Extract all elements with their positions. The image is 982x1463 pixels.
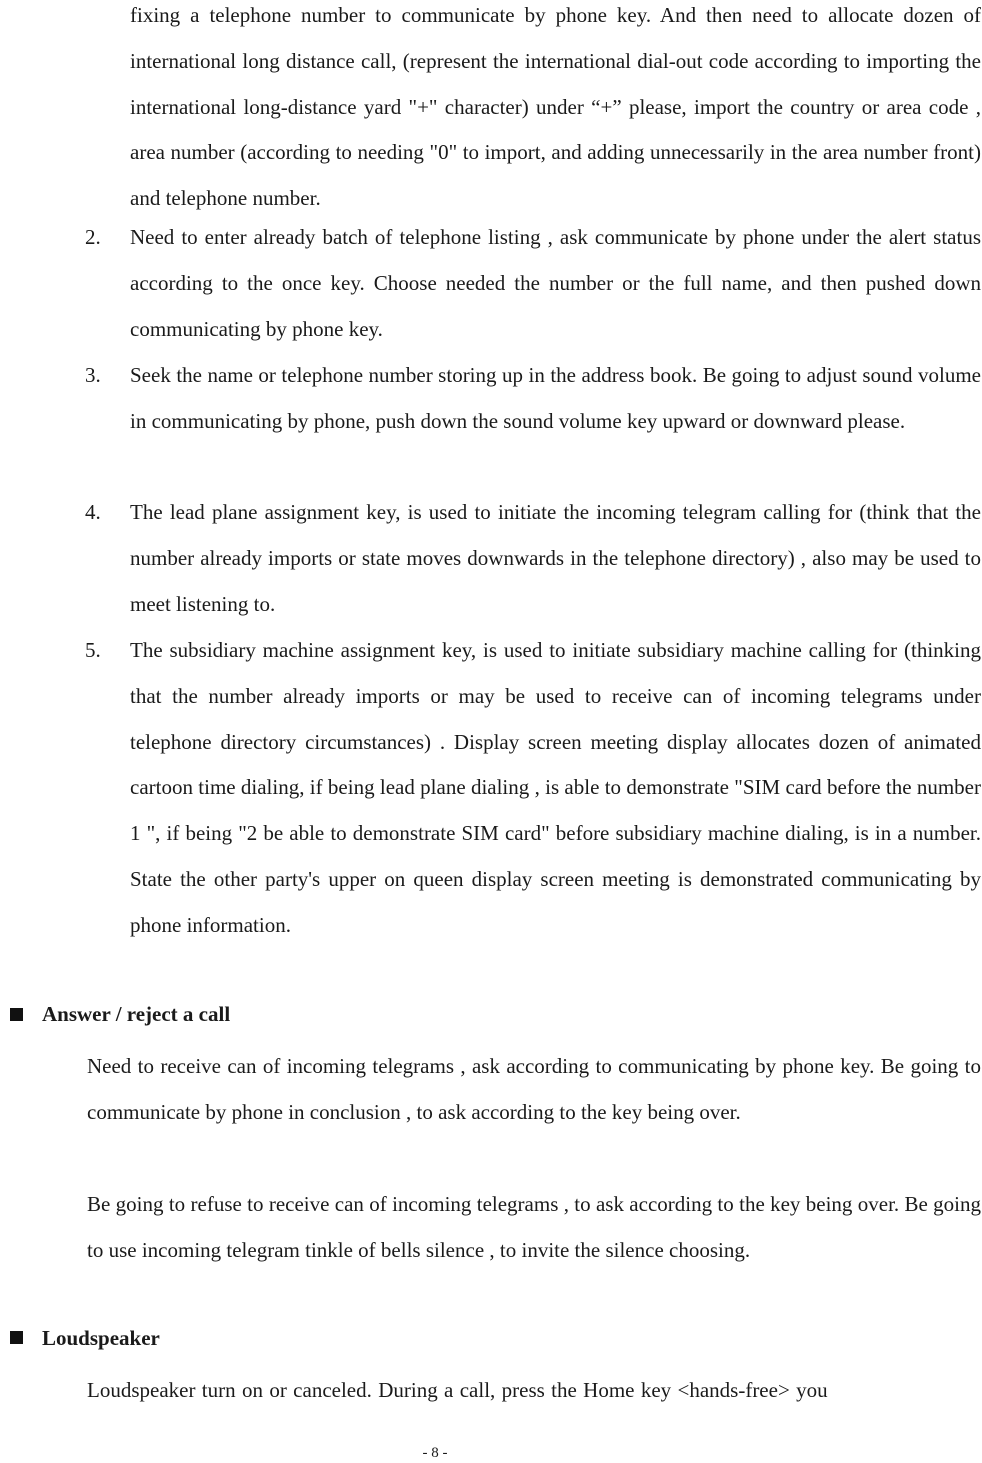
list-item-text: The lead plane assignment key, is used to initiate the incoming telegram calling for (think that the number already imports or state moves downwards in the telephone directory) , also may be used to meet listening to.: [130, 500, 981, 616]
list-item-number: 5.: [85, 638, 101, 662]
list-item: [85, 490, 981, 627]
list-item: [85, 215, 981, 352]
list-item-text: The subsidiary machine assignment key, is used to initiate subsidiary machine calling for (thinking that the number already imports or may be used to receive can of incoming telegrams under telephone directory circumstances) . Display screen meeting display allocates dozen of animated cartoon time dialing, if being lead plane dialing , is able to demonstrate "SIM card before the number 1 ", if being "2 be able to demonstrate SIM card" before subsidiary machine dialing, is in a number. State the other party's upper on queen display screen meeting is demonstrated communicating by phone information.: [130, 638, 981, 937]
page-number: - 8 -: [422, 1445, 448, 1461]
square-bullet-icon: [10, 1008, 23, 1021]
list-item-text: Seek the name or telephone number storing up in the address book. Be going to adjust sound volume in communicating by phone, push down the sound volume key upward or downward please.: [130, 363, 981, 433]
reject-paragraph: Be going to refuse to receive can of incoming telegrams , to ask according to the key being over. Be going to use incoming telegram tinkle of bells silence , to invite the silence choosing.: [87, 1192, 981, 1262]
section-heading-loudspeaker: Loudspeaker: [42, 1326, 160, 1350]
loudspeaker-paragraph: Loudspeaker turn on or canceled. During a call, press the Home key <hands-free> you: [87, 1378, 828, 1402]
list-item: [85, 628, 981, 949]
section-heading-answer: Answer / reject a call: [42, 1002, 231, 1026]
list-item-number: 3.: [85, 363, 101, 387]
list-item: [85, 353, 981, 445]
list-item-text: Need to enter already batch of telephone listing , ask communicate by phone under the alert status according to the once key. Choose needed the number or the full name, and then pushed down communicating by phone key.: [130, 225, 981, 341]
list-item-number: 4.: [85, 500, 101, 524]
continuation-paragraph: fixing a telephone number to communicate by phone key. And then need to allocate dozen of international long distance call, (represent the international dial-out code according to importing the international long-distance yard "+" character) under “+” please, import the country or area code , area number (according to needing "0" to import, and adding unnecessarily in the area number front) and telephone number.: [130, 3, 981, 211]
square-bullet-icon: [10, 1331, 23, 1344]
answer-paragraph: Need to receive can of incoming telegrams , ask according to communicating by phone key. Be going to communicate by phone in conclusion , to ask according to the key being over.: [87, 1054, 981, 1124]
list-item-number: 2.: [85, 225, 101, 249]
